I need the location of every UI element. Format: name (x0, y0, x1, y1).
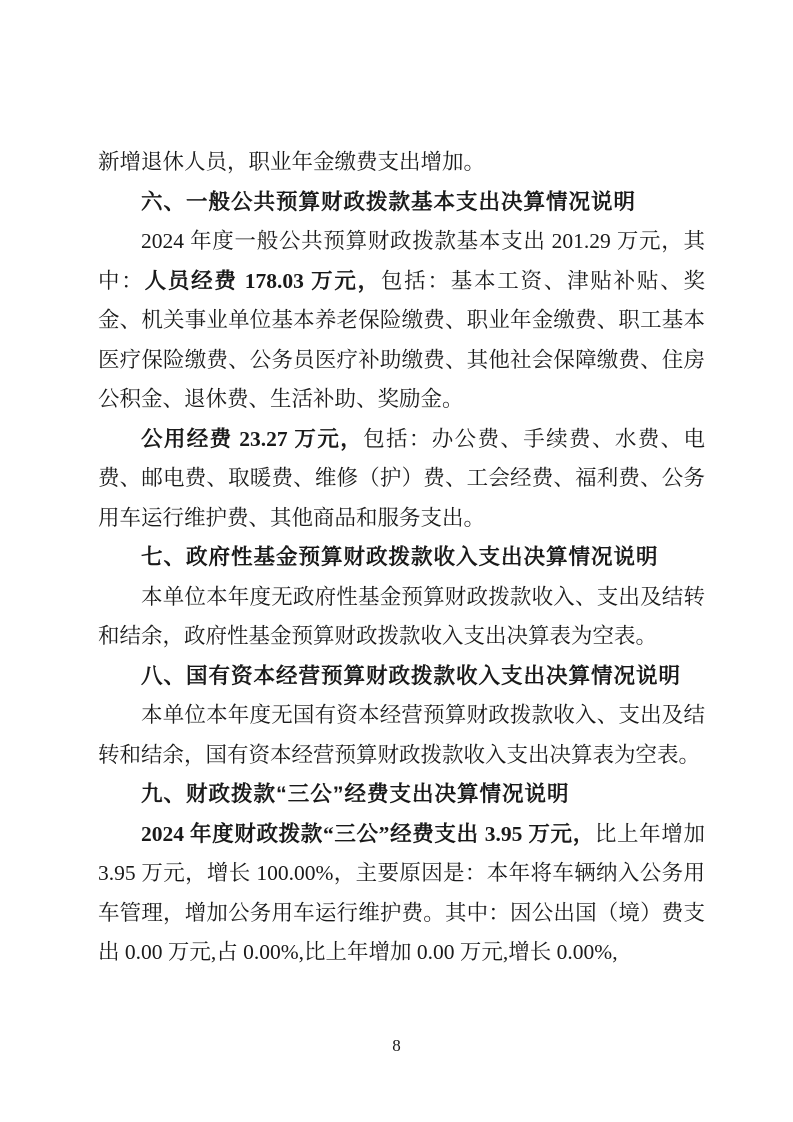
section-heading (98, 775, 705, 815)
section-heading-text: 八、国有资本经营预算财政拨款收入支出决算情况说明 (141, 663, 682, 688)
section-heading (98, 183, 705, 223)
paragraph (98, 222, 705, 420)
paragraph (98, 143, 705, 183)
body-text: 比上年增加 3.95 万元，增长 100.00%，主要原因是：本年将车辆纳入公务用车管理，增加公务用车运行维护费。其中：因公出国（境）费支出 0.00 万元,占 0.00%,比上年增加 0.00 万元,增长 0.00%, (98, 821, 705, 964)
paragraph (98, 420, 705, 539)
body-text: 新增退休人员，职业年金缴费支出增加。 (98, 150, 486, 174)
page-number: 8 (392, 1036, 401, 1055)
section-heading (98, 538, 705, 578)
section-heading (98, 657, 705, 697)
section-heading-text: 六、一般公共预算财政拨款基本支出决算情况说明 (141, 189, 637, 214)
body-text: 包括：基本工资、津贴补贴、奖金、机关事业单位基本养老保险缴费、职业年金缴费、职工基本医疗保险缴费、公务员医疗补助缴费、其他社会保障缴费、住房公积金、退休费、生活补助、奖励金。 (98, 268, 705, 411)
emphasis-text: 2024 年度财政拨款“三公”经费支出 3.95 万元， (141, 821, 595, 846)
paragraph (98, 696, 705, 775)
body-text: 包括：办公费、手续费、水费、电费、邮电费、取暖费、维修（护）费、工会经费、福利费、公务用车运行维护费、其他商品和服务支出。 (98, 426, 705, 530)
paragraph (98, 578, 705, 657)
paragraph (98, 815, 705, 973)
body-text: 本单位本年度无国有资本经营预算财政拨款收入、支出及结转和结余，国有资本经营预算财政拨款收入支出决算表为空表。 (98, 703, 705, 767)
emphasis-text: 公用经费 23.27 万元， (141, 426, 364, 451)
section-heading-text: 九、财政拨款“三公”经费支出决算情况说明 (141, 782, 570, 806)
body-text: 2024 年度一般公共预算财政拨款基本支出 201.29 万元，其中： (98, 229, 705, 293)
emphasis-text: 人员经费 178.03 万元， (144, 268, 381, 293)
section-heading-text: 七、政府性基金预算财政拨款收入支出决算情况说明 (141, 545, 659, 569)
body-text: 本单位本年度无政府性基金预算财政拨款收入、支出及结转和结余，政府性基金预算财政拨款收入支出决算表为空表。 (98, 584, 705, 648)
document-body (98, 143, 705, 973)
